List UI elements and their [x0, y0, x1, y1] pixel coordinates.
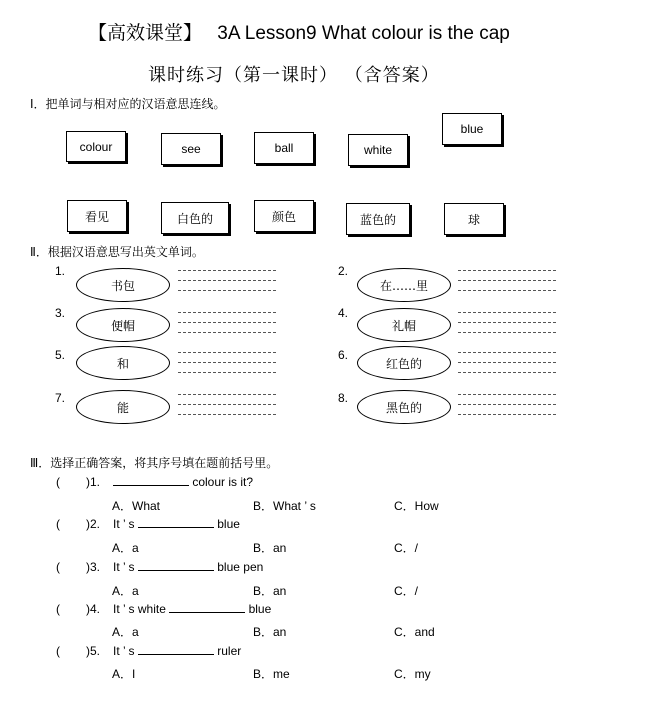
- english-word-box: blue: [442, 113, 502, 145]
- title-text: 3A Lesson9 What colour is the cap: [217, 23, 510, 44]
- chinese-word-ellipse: 黑色的: [357, 390, 451, 424]
- option-c: C．How: [394, 499, 439, 513]
- title-brand: 【高效课堂】: [88, 22, 203, 44]
- option-c: C．my: [394, 667, 431, 681]
- item-number: 1.: [55, 264, 66, 278]
- question-number: )4.: [86, 602, 101, 616]
- option-b: B．an: [253, 625, 287, 639]
- question-text: [113, 644, 241, 658]
- question-text: [113, 475, 253, 489]
- english-word-box: colour: [66, 131, 126, 162]
- chinese-word-box: 蓝色的: [346, 203, 410, 235]
- item-number: 6.: [338, 348, 349, 362]
- chinese-word-ellipse: 在……里: [357, 268, 451, 302]
- answer-blank: [113, 475, 189, 486]
- english-word-box: ball: [254, 132, 314, 164]
- option-c: C．and: [394, 625, 435, 639]
- option-b: B．an: [253, 584, 287, 598]
- chinese-word-ellipse: 和: [76, 346, 170, 380]
- answer-paren: (: [56, 560, 60, 574]
- question-post: blue: [217, 517, 240, 531]
- chinese-word-box: 看见: [67, 200, 127, 232]
- section1-heading: Ⅰ．把单词与相对应的汉语意思连线。: [30, 97, 226, 111]
- answer-lines: [458, 352, 556, 382]
- question-pre: It ’ s white: [113, 602, 166, 616]
- question-pre: It ’ s: [113, 517, 135, 531]
- answer-paren: (: [56, 602, 60, 616]
- item-number: 2.: [338, 264, 349, 278]
- option-a: A．a: [112, 584, 139, 598]
- answer-blank: [138, 517, 214, 528]
- question-post: blue pen: [217, 560, 264, 574]
- chinese-word-ellipse: 礼帽: [357, 308, 451, 342]
- option-c: C．/: [394, 541, 419, 555]
- item-number: 5.: [55, 348, 66, 362]
- answer-lines: [178, 312, 276, 342]
- answer-paren: (: [56, 517, 60, 531]
- option-a: A．What: [112, 499, 161, 513]
- question-text: [113, 517, 240, 531]
- answer-lines: [178, 394, 276, 424]
- item-number: 3.: [55, 306, 66, 320]
- item-number: 4.: [338, 306, 349, 320]
- option-a: A．I: [112, 667, 136, 681]
- question-number: )2.: [86, 517, 101, 531]
- question-pre: It ’ s: [113, 644, 135, 658]
- option-b: B．me: [253, 667, 290, 681]
- answer-lines: [178, 270, 276, 300]
- option-b: B．an: [253, 541, 287, 555]
- english-word-box: see: [161, 133, 221, 165]
- answer-lines: [178, 352, 276, 382]
- question-number: )5.: [86, 644, 101, 658]
- page-subtitle: 课时练习（第一课时） （含答案）: [148, 65, 440, 86]
- answer-lines: [458, 394, 556, 424]
- question-number: )3.: [86, 560, 101, 574]
- answer-paren: (: [56, 475, 60, 489]
- answer-blank: [169, 602, 245, 613]
- chinese-word-box: 球: [444, 203, 504, 235]
- question-post: ruler: [217, 644, 242, 658]
- chinese-word-ellipse: 书包: [76, 268, 170, 302]
- question-pre: It ’ s: [113, 560, 135, 574]
- chinese-word-box: 颜色: [254, 200, 314, 232]
- answer-paren: (: [56, 644, 60, 658]
- page-title: [88, 18, 510, 45]
- section2-heading: Ⅱ．根据汉语意思写出英文单词。: [30, 245, 204, 259]
- option-b: B．What ’ s: [253, 499, 316, 513]
- english-word-box: white: [348, 134, 408, 166]
- question-text: [113, 602, 271, 616]
- chinese-word-ellipse: 能: [76, 390, 170, 424]
- answer-lines: [458, 312, 556, 342]
- answer-blank: [138, 560, 214, 571]
- chinese-word-box: 白色的: [161, 202, 229, 234]
- section3-heading: Ⅲ．选择正确答案，将其序号填在题前括号里。: [30, 456, 279, 470]
- answer-lines: [458, 270, 556, 300]
- option-c: C．/: [394, 584, 419, 598]
- option-a: A．a: [112, 541, 139, 555]
- item-number: 7.: [55, 391, 66, 405]
- question-post: colour is it?: [192, 475, 254, 489]
- item-number: 8.: [338, 391, 349, 405]
- chinese-word-ellipse: 便帽: [76, 308, 170, 342]
- question-post: blue: [248, 602, 272, 616]
- question-text: [113, 560, 263, 574]
- question-number: )1.: [86, 475, 101, 489]
- chinese-word-ellipse: 红色的: [357, 346, 451, 380]
- option-a: A．a: [112, 625, 139, 639]
- answer-blank: [138, 644, 214, 655]
